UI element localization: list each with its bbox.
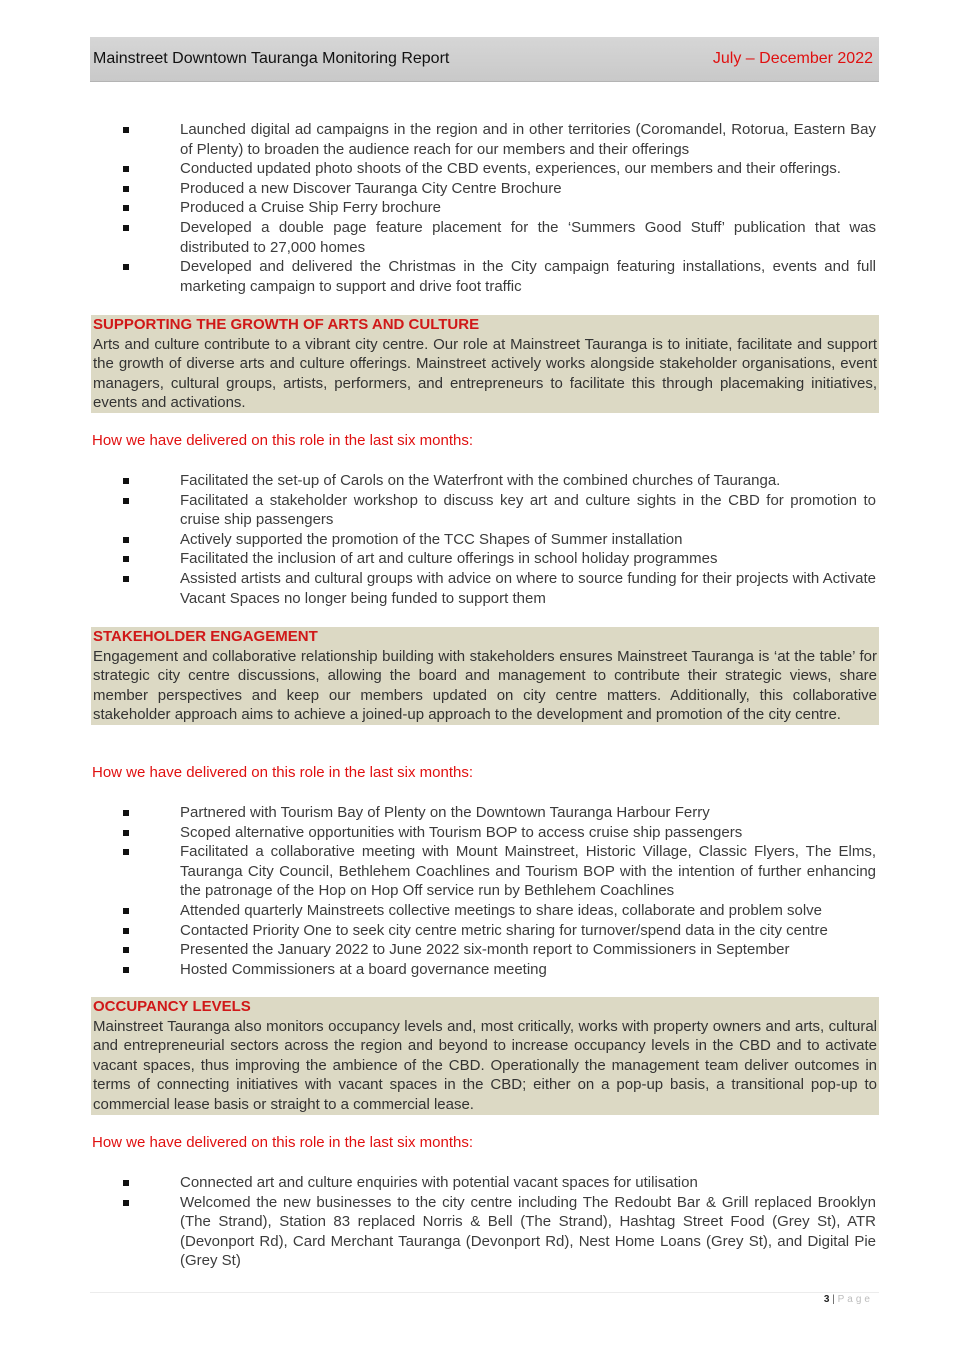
list-item: Scoped alternative opportunities with Tourism BOP to access cruise ship passengers bbox=[92, 823, 876, 843]
report-title: Mainstreet Downtown Tauranga Monitoring Report bbox=[93, 50, 450, 67]
list-item: Facilitated a stakeholder workshop to discuss key art and culture sights in the CBD for promotion to cruise ship passengers bbox=[92, 491, 876, 530]
list-item: Launched digital ad campaigns in the region and in other territories (Coromandel, Rotorua, Eastern Bay of Plenty) to broaden the audience reach for our members and their offerings bbox=[92, 120, 876, 159]
intro-bullet-list bbox=[92, 120, 876, 296]
list-item: Developed and delivered the Christmas in the City campaign featuring installations, events and full marketing campaign to support and drive foot traffic bbox=[92, 257, 876, 296]
list-item: Conducted updated photo shoots of the CBD events, experiences, our members and their offerings. bbox=[92, 159, 876, 179]
list-item: Connected art and culture enquiries with potential vacant spaces for utilisation bbox=[92, 1173, 876, 1193]
report-date-range: July – December 2022 bbox=[712, 50, 873, 67]
page-number bbox=[824, 1294, 873, 1305]
list-item: Welcomed the new businesses to the city centre including The Redoubt Bar & Grill replaced Brooklyn (The Strand), Station 83 replaced Norris & Bell (The Strand), Hashtag Street Food (Grey St), ATR (Devonport Rd), Card Merchant Tauranga (Devonport Rd), Nest Home Loans (Grey St), and Digital Pie (Grey St) bbox=[92, 1193, 876, 1271]
section-body: Engagement and collaborative relationship building with stakeholders ensures Mainstreet Tauranga is ‘at the table’ for strategic city centre discussions, allowing the board and management to contribute their strategic views, share member perspectives and keep our members updated on city centre matters. Additionally, this collaborative stakeholder approach aims to achieve a joined-up approach to the development and promotion of the city centre. bbox=[93, 647, 877, 724]
list-item: Actively supported the promotion of the TCC Shapes of Summer installation bbox=[92, 530, 876, 550]
delivered-heading: How we have delivered on this role in the last six months: bbox=[92, 764, 474, 781]
section-heading: STAKEHOLDER ENGAGEMENT bbox=[93, 628, 318, 645]
list-item: Developed a double page feature placement for the ‘Summers Good Stuff’ publication that was distributed to 27,000 homes bbox=[92, 218, 876, 257]
list-item: Contacted Priority One to seek city centre metric sharing for turnover/spend data in the city centre bbox=[92, 921, 876, 941]
list-item: Hosted Commissioners at a board governance meeting bbox=[92, 960, 876, 980]
arts-culture-bullet-list bbox=[92, 471, 876, 608]
list-item: Presented the January 2022 to June 2022 six-month report to Commissioners in September bbox=[92, 940, 876, 960]
list-item: Partnered with Tourism Bay of Plenty on the Downtown Tauranga Harbour Ferry bbox=[92, 803, 876, 823]
section-heading: SUPPORTING THE GROWTH OF ARTS AND CULTURE bbox=[93, 316, 480, 333]
list-item: Produced a Cruise Ship Ferry brochure bbox=[92, 198, 876, 218]
section-heading: OCCUPANCY LEVELS bbox=[93, 998, 251, 1015]
page-header bbox=[90, 37, 879, 82]
footer-divider bbox=[90, 1292, 879, 1293]
page-number-value: 3 bbox=[823, 1294, 830, 1305]
section-arts-culture bbox=[91, 315, 879, 413]
section-stakeholder-engagement bbox=[91, 627, 879, 725]
stakeholder-bullet-list bbox=[92, 803, 876, 979]
delivered-heading: How we have delivered on this role in the last six months: bbox=[92, 432, 474, 449]
list-item: Attended quarterly Mainstreets collective meetings to share ideas, collaborate and problem solve bbox=[92, 901, 876, 921]
list-item: Produced a new Discover Tauranga City Centre Brochure bbox=[92, 179, 876, 199]
section-body: Mainstreet Tauranga also monitors occupancy levels and, most critically, works with property owners and arts, cultural and entrepreneurial sectors across the region and beyond to increase occupancy levels in the CBD and to activate vacant spaces, thus improving the ambience of the CBD. Operationally the management team deliver outcomes in terms of connecting initiatives with vacant spaces in the CBD; either on a pop-up basis, a transitional pop-up to commercial lease basis or straight to a commercial lease. bbox=[93, 1017, 877, 1113]
occupancy-bullet-list bbox=[92, 1173, 876, 1271]
list-item: Facilitated the set-up of Carols on the Waterfront with the combined churches of Tauranga. bbox=[92, 471, 876, 491]
delivered-heading: How we have delivered on this role in the last six months: bbox=[92, 1134, 474, 1151]
section-occupancy-levels bbox=[91, 997, 879, 1115]
list-item: Assisted artists and cultural groups with advice on where to source funding for their projects with Activate Vacant Spaces no longer being funded to support them bbox=[92, 569, 876, 608]
list-item: Facilitated the inclusion of art and culture offerings in school holiday programmes bbox=[92, 549, 876, 569]
section-body: Arts and culture contribute to a vibrant city centre. Our role at Mainstreet Tauranga is to initiate, facilitate and support the growth of diverse arts and culture offerings. Mainstreet actively works alongside stakeholder organisations, event managers, cultural groups, artists, performers, and entrepreneurs to facilitate this through placemaking initiatives, events and activations. bbox=[93, 335, 877, 412]
list-item: Facilitated a collaborative meeting with Mount Mainstreet, Historic Village, Classic Flyers, The Elms, Tauranga City Council, Bethlehem Coachlines and Tourism BOP with the intention of further enhancing the patronage of the Hop on Hop Off service run by Bethlehem Coachlines bbox=[92, 842, 876, 901]
page-label: Page bbox=[837, 1294, 873, 1305]
page-number-separator: | bbox=[832, 1294, 835, 1305]
